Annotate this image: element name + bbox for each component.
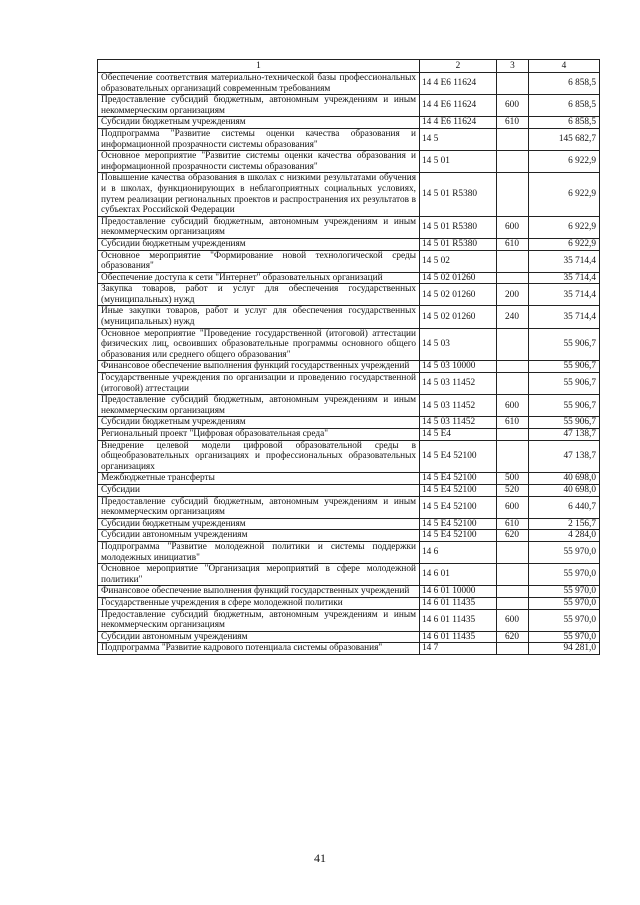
- cell-amount: 55 906,7: [529, 361, 600, 373]
- cell-name: Предоставление субсидий бюджетным, автономным учреждениям и иным некоммерческим организациям: [98, 395, 420, 417]
- cell-type: [497, 361, 529, 373]
- cell-amount: 55 970,0: [529, 541, 600, 563]
- cell-amount: 6 922,9: [529, 216, 600, 238]
- cell-name: Предоставление субсидий бюджетным, автономным учреждениям и иным некоммерческим организациям: [98, 609, 420, 631]
- table-row: [98, 530, 600, 542]
- cell-code: 14 5 02 01260: [420, 272, 497, 284]
- cell-code: 14 5 01 R5380: [420, 173, 497, 216]
- cell-name: Предоставление субсидий бюджетным, автономным учреждениям и иным некоммерческим организациям: [98, 496, 420, 518]
- cell-code: 14 5 E4: [420, 429, 497, 441]
- table-row: [98, 417, 600, 429]
- cell-amount: 6 922,9: [529, 173, 600, 216]
- cell-amount: 6 922,9: [529, 238, 600, 250]
- cell-type: 240: [497, 306, 529, 328]
- cell-name: Внедрение целевой модели цифровой образовательной среды в общеобразовательных организациях и профессиональных образовательных организациях: [98, 440, 420, 473]
- cell-name: Подпрограмма "Развитие молодежной политики и системы поддержки молодежных инициатив": [98, 541, 420, 563]
- cell-name: Подпрограмма "Развитие кадрового потенциала системы образования": [98, 643, 420, 655]
- cell-name: Региональный проект "Цифровая образовательная среда": [98, 429, 420, 441]
- cell-code: 14 5 03 11452: [420, 417, 497, 429]
- cell-amount: 145 682,7: [529, 128, 600, 150]
- header-col-3: 3: [497, 60, 529, 73]
- cell-amount: 6 858,5: [529, 117, 600, 129]
- page-number: 41: [314, 851, 326, 865]
- cell-type: 610: [497, 117, 529, 129]
- cell-type: [497, 429, 529, 441]
- cell-amount: 94 281,0: [529, 643, 600, 655]
- cell-amount: 55 906,7: [529, 328, 600, 361]
- budget-table-body: [98, 60, 600, 655]
- table-row: [98, 306, 600, 328]
- cell-type: 620: [497, 631, 529, 643]
- cell-amount: 6 858,5: [529, 95, 600, 117]
- cell-type: 200: [497, 284, 529, 306]
- cell-name: Субсидии автономным учреждениям: [98, 530, 420, 542]
- cell-type: [497, 151, 529, 173]
- table-row: [98, 328, 600, 361]
- table-row: [98, 429, 600, 441]
- table-row: [98, 586, 600, 598]
- table-row: [98, 73, 600, 95]
- cell-code: 14 6 01 11435: [420, 597, 497, 609]
- cell-code: 14 5 E4 52100: [420, 473, 497, 485]
- cell-amount: 35 714,4: [529, 250, 600, 272]
- cell-name: Закупка товаров, работ и услуг для обеспечения государственных (муниципальных) нужд: [98, 284, 420, 306]
- cell-amount: 35 714,4: [529, 272, 600, 284]
- cell-code: 14 5 03: [420, 328, 497, 361]
- cell-amount: 35 714,4: [529, 306, 600, 328]
- cell-name: Основное мероприятие "Развитие системы оценки качества образования и информационной прозрачности системы образования": [98, 151, 420, 173]
- cell-type: [497, 73, 529, 95]
- cell-code: 14 6 01 11435: [420, 631, 497, 643]
- cell-type: 600: [497, 395, 529, 417]
- table-row: [98, 631, 600, 643]
- cell-type: [497, 440, 529, 473]
- cell-name: Субсидии бюджетным учреждениям: [98, 117, 420, 129]
- cell-name: Финансовое обеспечение выполнения функций государственных учреждений: [98, 586, 420, 598]
- cell-amount: 47 138,7: [529, 429, 600, 441]
- cell-name: Субсидии бюджетным учреждениям: [98, 417, 420, 429]
- cell-amount: 35 714,4: [529, 284, 600, 306]
- cell-code: 14 5 E4 52100: [420, 484, 497, 496]
- cell-amount: 6 922,9: [529, 151, 600, 173]
- table-row: [98, 128, 600, 150]
- header-col-4: 4: [529, 60, 600, 73]
- cell-name: Обеспечение соответствия материально-технической базы профессиональных образовательных организаций современным требованиям: [98, 73, 420, 95]
- cell-type: 600: [497, 609, 529, 631]
- cell-code: 14 5 E4 52100: [420, 530, 497, 542]
- cell-name: Финансовое обеспечение выполнения функций государственных учреждений: [98, 361, 420, 373]
- table-row: [98, 496, 600, 518]
- cell-type: [497, 373, 529, 395]
- table-row: [98, 361, 600, 373]
- cell-code: 14 4 E6 11624: [420, 117, 497, 129]
- table-row: [98, 440, 600, 473]
- cell-name: Предоставление субсидий бюджетным, автономным учреждениям и иным некоммерческим организациям: [98, 216, 420, 238]
- table-row: [98, 373, 600, 395]
- cell-code: 14 5 E4 52100: [420, 496, 497, 518]
- cell-name: Межбюджетные трансферты: [98, 473, 420, 485]
- table-row: [98, 643, 600, 655]
- table-row: [98, 151, 600, 173]
- cell-name: Субсидии автономным учреждениям: [98, 631, 420, 643]
- cell-amount: 2 156,7: [529, 518, 600, 530]
- cell-name: Предоставление субсидий бюджетным, автономным учреждениям и иным некоммерческим организациям: [98, 95, 420, 117]
- cell-amount: 55 906,7: [529, 417, 600, 429]
- cell-code: 14 6: [420, 541, 497, 563]
- cell-type: 600: [497, 216, 529, 238]
- cell-code: 14 6 01 11435: [420, 609, 497, 631]
- cell-name: Подпрограмма "Развитие системы оценки качества образования и информационной прозрачности системы образования": [98, 128, 420, 150]
- cell-code: 14 5 02 01260: [420, 306, 497, 328]
- cell-name: Субсидии: [98, 484, 420, 496]
- cell-amount: 47 138,7: [529, 440, 600, 473]
- table-row: [98, 95, 600, 117]
- cell-type: 610: [497, 238, 529, 250]
- cell-type: [497, 564, 529, 586]
- cell-type: [497, 541, 529, 563]
- cell-amount: 55 906,7: [529, 373, 600, 395]
- cell-type: [497, 272, 529, 284]
- cell-type: 610: [497, 518, 529, 530]
- cell-name: Основное мероприятие "Формирование новой технологической среды образования": [98, 250, 420, 272]
- header-col-1: 1: [98, 60, 420, 73]
- cell-name: Основное мероприятие "Организация мероприятий в сфере молодежной политики": [98, 564, 420, 586]
- cell-code: 14 4 E6 11624: [420, 73, 497, 95]
- cell-code: 14 5 02: [420, 250, 497, 272]
- table-row: [98, 395, 600, 417]
- cell-amount: 4 284,0: [529, 530, 600, 542]
- cell-type: [497, 250, 529, 272]
- cell-name: Обеспечение доступа к сети "Интернет" образовательных организаций: [98, 272, 420, 284]
- cell-type: [497, 173, 529, 216]
- cell-amount: 55 970,0: [529, 564, 600, 586]
- cell-code: 14 6 01 10000: [420, 586, 497, 598]
- cell-type: 600: [497, 496, 529, 518]
- cell-amount: 55 906,7: [529, 395, 600, 417]
- cell-name: Субсидии бюджетным учреждениям: [98, 238, 420, 250]
- cell-type: [497, 328, 529, 361]
- cell-type: [497, 597, 529, 609]
- cell-code: 14 6 01: [420, 564, 497, 586]
- table-row: [98, 473, 600, 485]
- table-row: [98, 541, 600, 563]
- cell-code: 14 7: [420, 643, 497, 655]
- cell-amount: 55 970,0: [529, 631, 600, 643]
- cell-code: 14 5 02 01260: [420, 284, 497, 306]
- cell-amount: 40 698,0: [529, 484, 600, 496]
- cell-name: Основное мероприятие "Проведение государственной (итоговой) аттестации физических лиц, освоивших образовательные программы основного общего образования или среднего общего образования": [98, 328, 420, 361]
- budget-table-container: [97, 59, 599, 655]
- cell-code: 14 5 E4 52100: [420, 518, 497, 530]
- cell-code: 14 4 E6 11624: [420, 95, 497, 117]
- cell-name: Иные закупки товаров, работ и услуг для обеспечения государственных (муниципальных) нужд: [98, 306, 420, 328]
- table-row: [98, 173, 600, 216]
- cell-code: 14 5 03 11452: [420, 395, 497, 417]
- table-row: [98, 564, 600, 586]
- cell-amount: 55 970,0: [529, 609, 600, 631]
- cell-code: 14 5 01 R5380: [420, 238, 497, 250]
- cell-type: [497, 586, 529, 598]
- cell-amount: 55 970,0: [529, 586, 600, 598]
- cell-type: [497, 643, 529, 655]
- cell-name: Субсидии бюджетным учреждениям: [98, 518, 420, 530]
- cell-name: Государственные учреждения по организации и проведению государственной (итоговой) аттестации: [98, 373, 420, 395]
- cell-type: 600: [497, 95, 529, 117]
- table-row: [98, 272, 600, 284]
- cell-code: 14 5: [420, 128, 497, 150]
- table-row: [98, 609, 600, 631]
- cell-amount: 6 440,7: [529, 496, 600, 518]
- cell-amount: 6 858,5: [529, 73, 600, 95]
- table-row: [98, 484, 600, 496]
- table-row: [98, 250, 600, 272]
- table-row: [98, 597, 600, 609]
- table-row: [98, 518, 600, 530]
- cell-code: 14 5 03 11452: [420, 373, 497, 395]
- cell-type: 500: [497, 473, 529, 485]
- cell-type: [497, 128, 529, 150]
- cell-name: Государственные учреждения в сфере молодежной политики: [98, 597, 420, 609]
- cell-code: 14 5 03 10000: [420, 361, 497, 373]
- cell-type: 610: [497, 417, 529, 429]
- cell-type: 520: [497, 484, 529, 496]
- table-row: [98, 238, 600, 250]
- table-row: [98, 117, 600, 129]
- cell-amount: 40 698,0: [529, 473, 600, 485]
- table-row: [98, 284, 600, 306]
- cell-code: 14 5 E4 52100: [420, 440, 497, 473]
- cell-amount: 55 970,0: [529, 597, 600, 609]
- header-col-2: 2: [420, 60, 497, 73]
- table-header-row: [98, 60, 600, 73]
- cell-code: 14 5 01: [420, 151, 497, 173]
- table-row: [98, 216, 600, 238]
- cell-type: 620: [497, 530, 529, 542]
- cell-code: 14 5 01 R5380: [420, 216, 497, 238]
- budget-table: [97, 59, 600, 655]
- cell-name: Повышение качества образования в школах с низкими результатами обучения и в школах, функционирующих в неблагоприятных социальных условиях, путем реализации региональных проектов и распространения их результатов в субъектах Российской Федерации: [98, 173, 420, 216]
